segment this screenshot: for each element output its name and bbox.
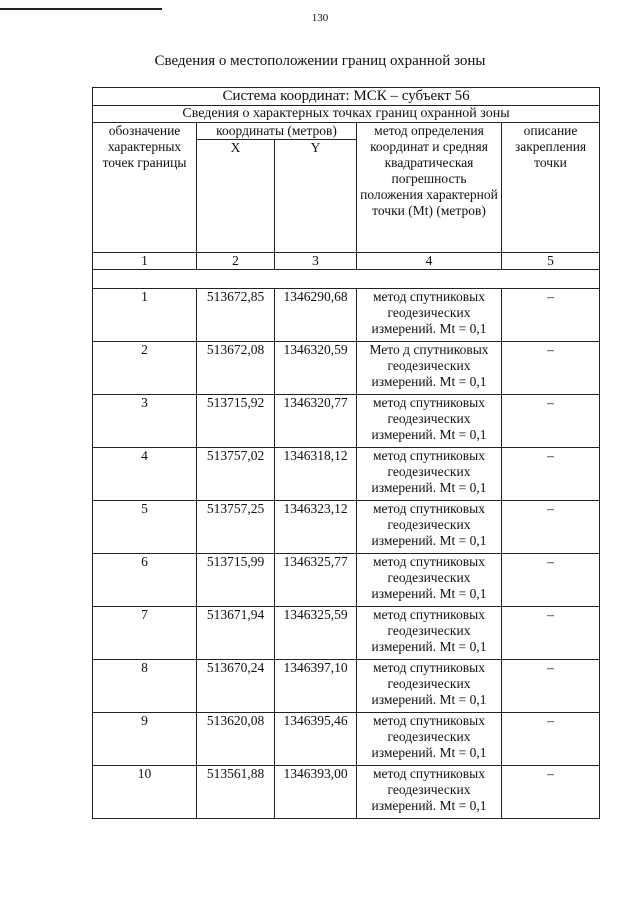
y-cell: 1346393,00 bbox=[275, 766, 357, 819]
column-number-2: 2 bbox=[197, 253, 275, 270]
point-cell: 4 bbox=[93, 448, 197, 501]
point-cell: 10 bbox=[93, 766, 197, 819]
description-cell: – bbox=[502, 607, 600, 660]
scan-artifact-line bbox=[0, 8, 162, 10]
column-number-4: 4 bbox=[357, 253, 502, 270]
point-cell: 7 bbox=[93, 607, 197, 660]
y-cell: 1346320,59 bbox=[275, 342, 357, 395]
table-row bbox=[93, 289, 600, 342]
method-cell: метод спутниковых геодезических измерений. Mt = 0,1 bbox=[357, 395, 502, 448]
method-cell: метод спутниковых геодезических измерений. Mt = 0,1 bbox=[357, 766, 502, 819]
point-cell: 5 bbox=[93, 501, 197, 554]
header-coordinates: координаты (метров) bbox=[197, 123, 357, 140]
column-number-1: 1 bbox=[93, 253, 197, 270]
description-cell: – bbox=[502, 766, 600, 819]
table-row bbox=[93, 501, 600, 554]
y-cell: 1346325,59 bbox=[275, 607, 357, 660]
description-cell: – bbox=[502, 395, 600, 448]
coordinate-system-cell: Система координат: МСК – субъект 56 bbox=[93, 88, 600, 106]
page-number: 130 bbox=[311, 12, 329, 24]
method-cell: метод спутниковых геодезических измерений. Mt = 0,1 bbox=[357, 660, 502, 713]
y-cell: 1346395,46 bbox=[275, 713, 357, 766]
table-row bbox=[93, 554, 600, 607]
header-point: обозначение характерных точек границы bbox=[93, 123, 197, 253]
y-cell: 1346320,77 bbox=[275, 395, 357, 448]
column-number-3: 3 bbox=[275, 253, 357, 270]
table-row bbox=[93, 660, 600, 713]
x-cell: 513561,88 bbox=[197, 766, 275, 819]
header-y: Y bbox=[275, 140, 357, 253]
point-cell: 1 bbox=[93, 289, 197, 342]
y-cell: 1346318,12 bbox=[275, 448, 357, 501]
method-cell: метод спутниковых геодезических измерений. Mt = 0,1 bbox=[357, 713, 502, 766]
description-cell: – bbox=[502, 342, 600, 395]
table-row bbox=[93, 342, 600, 395]
point-cell: 2 bbox=[93, 342, 197, 395]
x-cell: 513757,02 bbox=[197, 448, 275, 501]
y-cell: 1346397,10 bbox=[275, 660, 357, 713]
table-row bbox=[93, 713, 600, 766]
x-cell: 513757,25 bbox=[197, 501, 275, 554]
x-cell: 513670,24 bbox=[197, 660, 275, 713]
x-cell: 513715,92 bbox=[197, 395, 275, 448]
method-cell: метод спутниковых геодезических измерений. Mt = 0,1 bbox=[357, 448, 502, 501]
method-cell: метод спутниковых геодезических измерений. Mt = 0,1 bbox=[357, 289, 502, 342]
document-title: Сведения о местоположении границ охранной зоны bbox=[154, 53, 486, 69]
header-description: описание закрепления точки bbox=[502, 123, 600, 253]
method-cell: метод спутниковых геодезических измерений. Mt = 0,1 bbox=[357, 501, 502, 554]
description-cell: – bbox=[502, 501, 600, 554]
boundary-points-table bbox=[92, 87, 600, 819]
description-cell: – bbox=[502, 554, 600, 607]
description-cell: – bbox=[502, 289, 600, 342]
table-row bbox=[93, 607, 600, 660]
x-cell: 513672,85 bbox=[197, 289, 275, 342]
description-cell: – bbox=[502, 660, 600, 713]
empty-row bbox=[93, 270, 600, 289]
y-cell: 1346290,68 bbox=[275, 289, 357, 342]
description-cell: – bbox=[502, 713, 600, 766]
x-cell: 513671,94 bbox=[197, 607, 275, 660]
method-cell: Мето д спутниковых геодезических измерений. Mt = 0,1 bbox=[357, 342, 502, 395]
table-subtitle-cell: Сведения о характерных точках границ охранной зоны bbox=[93, 106, 600, 123]
column-number-5: 5 bbox=[502, 253, 600, 270]
table-row bbox=[93, 448, 600, 501]
description-cell: – bbox=[502, 448, 600, 501]
header-x: X bbox=[197, 140, 275, 253]
header-method: метод определения координат и средняя квадратическая погрешность положения характерной точки (Mt) (метров) bbox=[357, 123, 502, 253]
table-row bbox=[93, 766, 600, 819]
y-cell: 1346323,12 bbox=[275, 501, 357, 554]
point-cell: 9 bbox=[93, 713, 197, 766]
table-row bbox=[93, 395, 600, 448]
x-cell: 513715,99 bbox=[197, 554, 275, 607]
point-cell: 3 bbox=[93, 395, 197, 448]
x-cell: 513620,08 bbox=[197, 713, 275, 766]
point-cell: 6 bbox=[93, 554, 197, 607]
empty-row-cell bbox=[93, 270, 600, 289]
y-cell: 1346325,77 bbox=[275, 554, 357, 607]
method-cell: метод спутниковых геодезических измерений. Mt = 0,1 bbox=[357, 607, 502, 660]
method-cell: метод спутниковых геодезических измерений. Mt = 0,1 bbox=[357, 554, 502, 607]
x-cell: 513672,08 bbox=[197, 342, 275, 395]
point-cell: 8 bbox=[93, 660, 197, 713]
